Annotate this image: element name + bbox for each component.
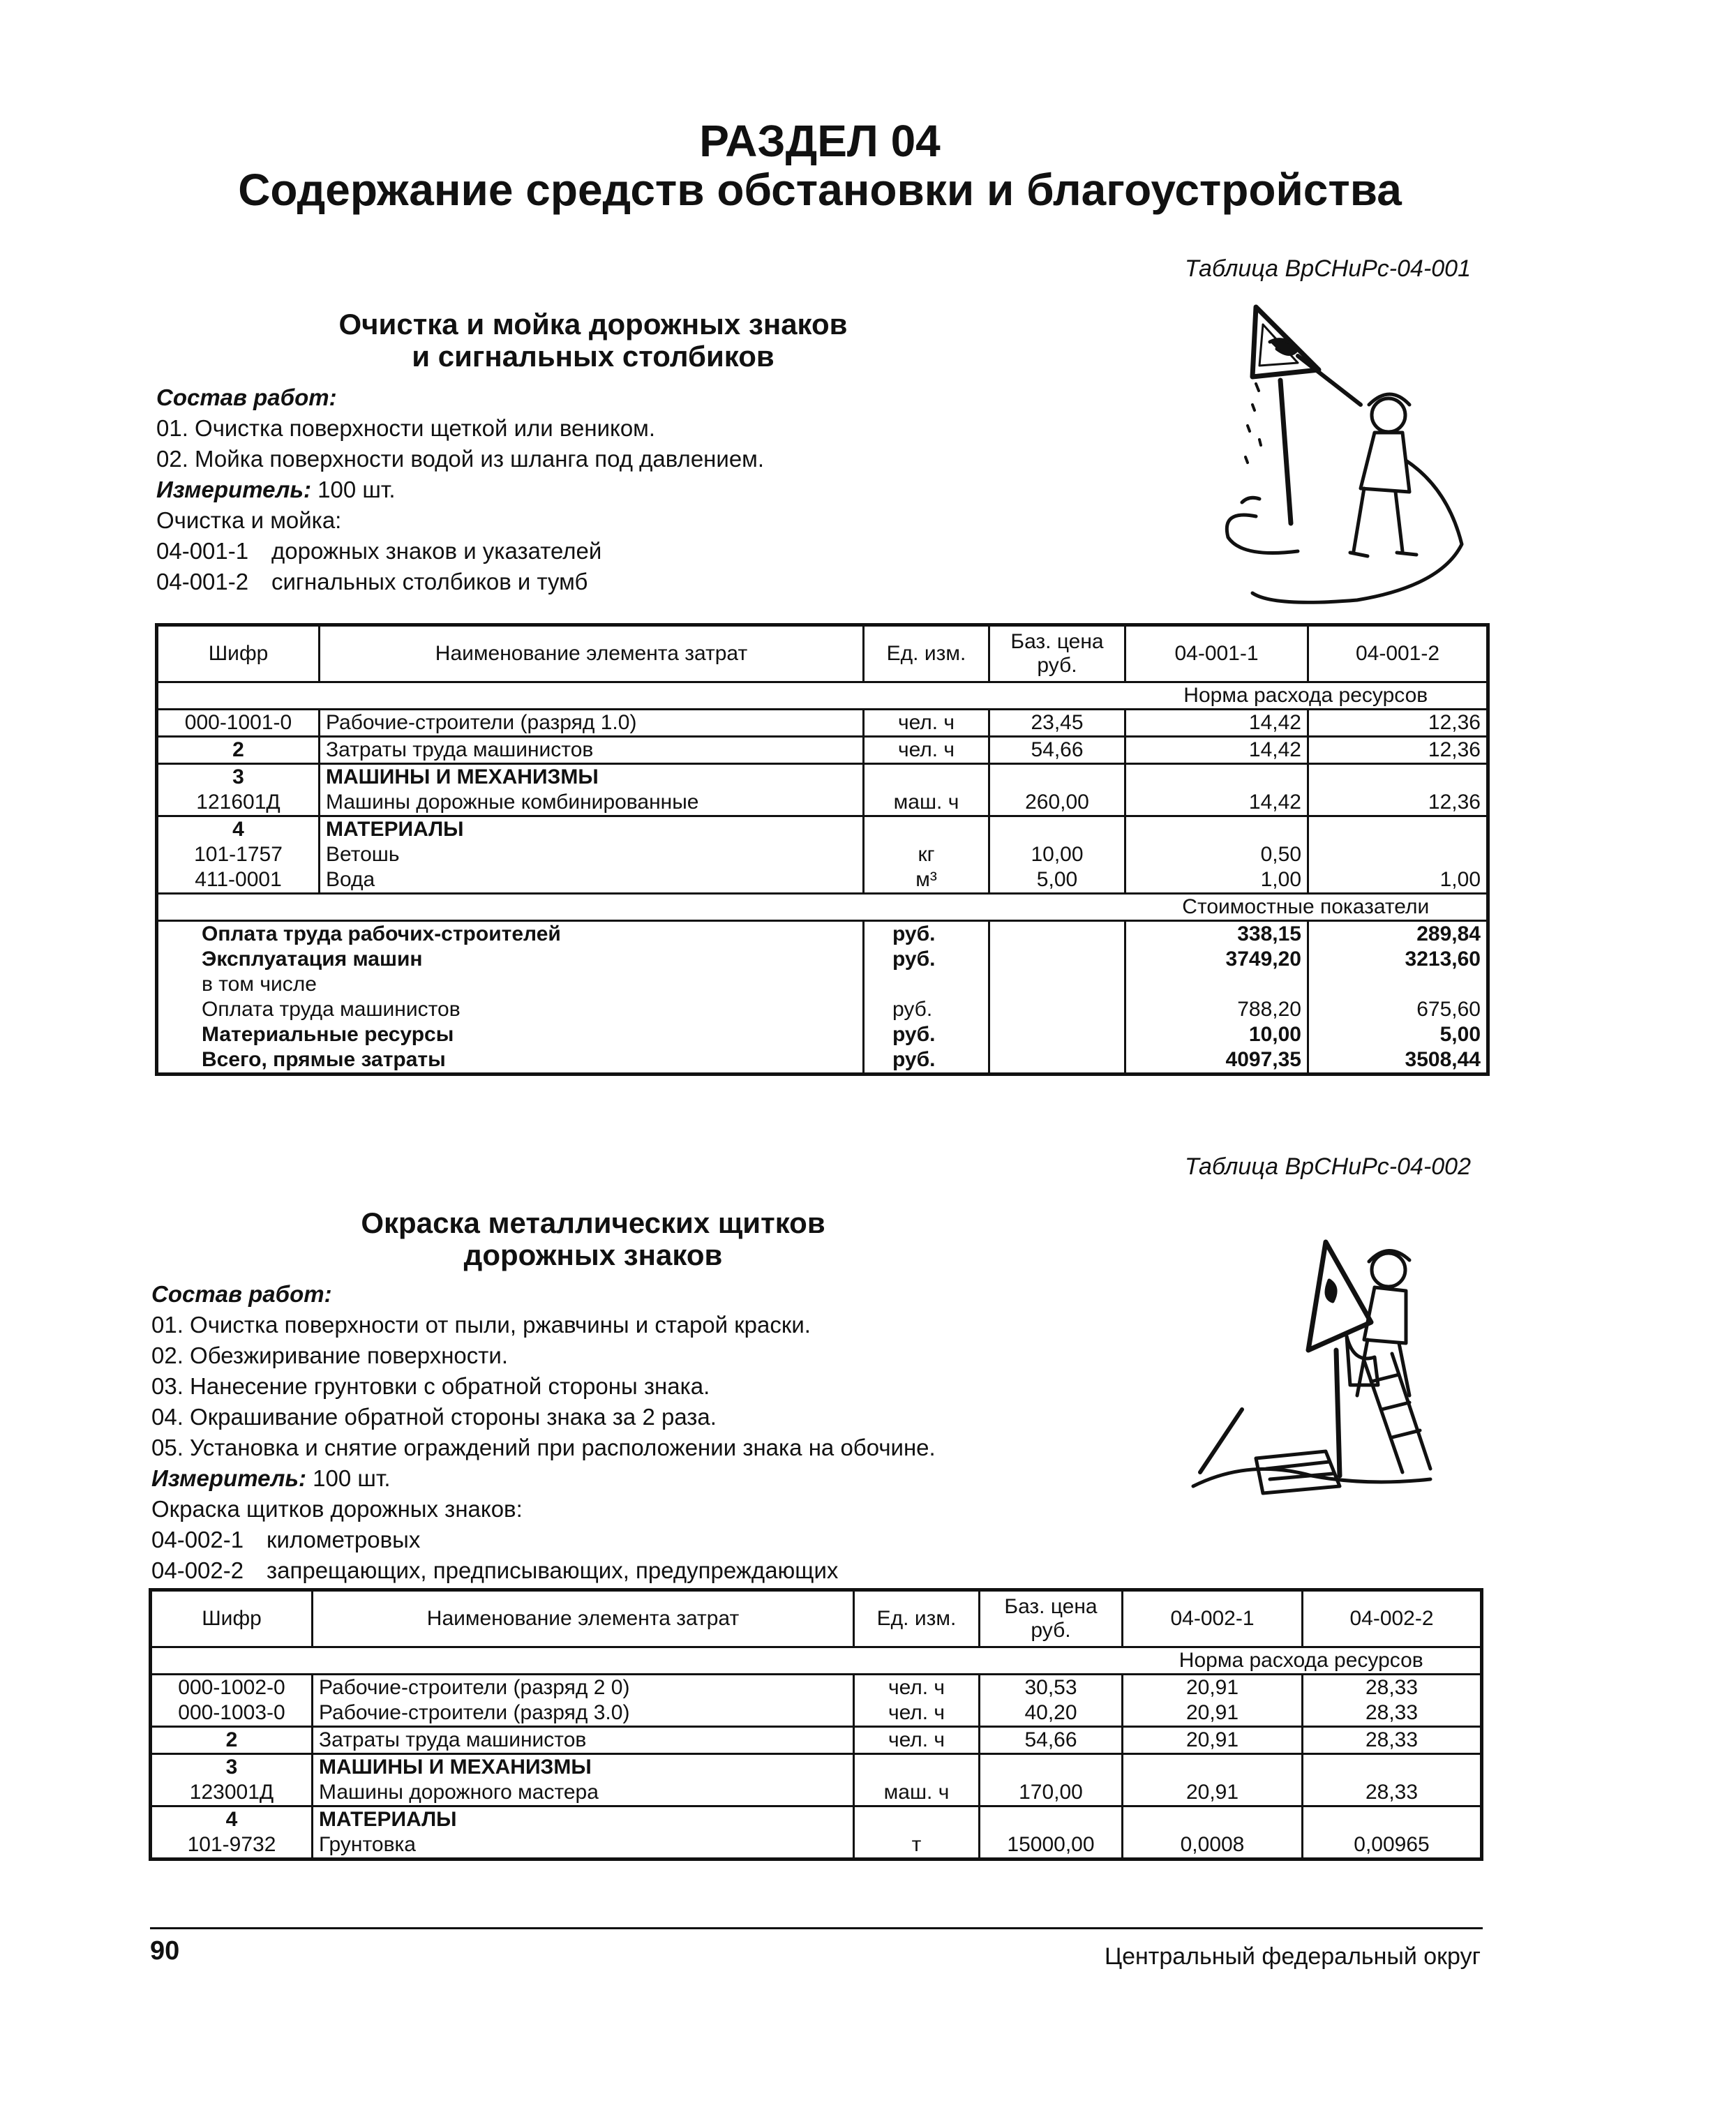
row-code: 2 xyxy=(157,737,320,764)
table-row xyxy=(151,1727,1482,1754)
cost-value-2: 675,60 xyxy=(1308,997,1488,1022)
row-price: 54,66 xyxy=(989,737,1125,764)
row-value-1: 1,00 xyxy=(1125,867,1308,894)
col-header-price: Баз. цена руб. xyxy=(980,1590,1123,1647)
table2-title-line2: дорожных знаков xyxy=(463,1239,723,1271)
row-unit: маш. ч xyxy=(864,790,989,816)
scope-text: километровых xyxy=(267,1527,421,1552)
row-unit: м³ xyxy=(864,867,989,894)
work-item: 03. Нанесение грунтовки с обратной стороны знака. xyxy=(151,1373,710,1399)
row-name: МАТЕРИАЛЫ xyxy=(320,816,864,843)
row-unit: кг xyxy=(864,842,989,867)
row-unit: чел. ч xyxy=(854,1675,980,1701)
scope-code: 04-002-2 xyxy=(151,1557,244,1583)
row-value-1: 20,91 xyxy=(1123,1700,1303,1727)
row-name: Ветошь xyxy=(320,842,864,867)
row-value-1: 20,91 xyxy=(1123,1675,1303,1701)
scope-code: 04-002-1 xyxy=(151,1527,244,1552)
cost-value-1: 10,00 xyxy=(1125,1022,1308,1047)
row-code: 3 xyxy=(151,1754,313,1781)
cost-value-1: 4097,35 xyxy=(1125,1047,1308,1075)
row-code: 121601Д xyxy=(157,790,320,816)
cost-value-2: 5,00 xyxy=(1308,1022,1488,1047)
row-price: 260,00 xyxy=(989,790,1125,816)
table2-title-line1: Окраска металлических щитков xyxy=(361,1206,825,1239)
work-item: 05. Установка и снятие ограждений при расположении знака на обочине. xyxy=(151,1435,936,1460)
row-price: 170,00 xyxy=(980,1780,1123,1806)
work-item: 02. Мойка поверхности водой из шланга под давлением. xyxy=(156,446,765,472)
col-header-code: Шифр xyxy=(151,1590,313,1647)
row-code: 123001Д xyxy=(151,1780,313,1806)
row-unit: чел. ч xyxy=(864,737,989,764)
row-value-2: 0,00965 xyxy=(1303,1832,1482,1860)
page-number: 90 xyxy=(150,1936,180,1966)
row-name: Рабочие-строители (разряд 3.0) xyxy=(313,1700,854,1727)
col-header-code: Шифр xyxy=(157,625,320,682)
cost-row xyxy=(157,1022,1488,1047)
table-row xyxy=(151,1754,1482,1781)
cost-value-2: 3508,44 xyxy=(1308,1047,1488,1075)
row-code: 101-1757 xyxy=(157,842,320,867)
cost-label: Стоимостные показатели xyxy=(1125,894,1488,921)
table1-description xyxy=(156,382,764,597)
col-header-04-002-1: 04-002-1 xyxy=(1123,1590,1303,1647)
row-value-2: 28,33 xyxy=(1303,1675,1482,1701)
row-price: 40,20 xyxy=(980,1700,1123,1727)
row-value-2: 1,00 xyxy=(1308,867,1488,894)
row-code: 000-1001-0 xyxy=(157,710,320,737)
row-value-2: 12,36 xyxy=(1308,790,1488,816)
table-row xyxy=(157,764,1488,791)
row-unit: чел. ч xyxy=(854,1700,980,1727)
cost-row xyxy=(157,947,1488,972)
row-value-1: 20,91 xyxy=(1123,1780,1303,1806)
row-name: Рабочие-строители (разряд 1.0) xyxy=(320,710,864,737)
meter-label: Измеритель: xyxy=(151,1465,306,1491)
scope-code: 04-001-2 xyxy=(156,569,249,594)
row-code: 4 xyxy=(151,1806,313,1833)
cost-value-1: 788,20 xyxy=(1125,997,1308,1022)
row-unit: чел. ч xyxy=(864,710,989,737)
row-code: 411-0001 xyxy=(157,867,320,894)
section-number: РАЗДЕЛ 04 xyxy=(699,116,941,166)
section-title: Содержание средств обстановки и благоустройства xyxy=(238,165,1402,215)
table2-title xyxy=(279,1207,907,1271)
col-header-04-001-2: 04-001-2 xyxy=(1308,625,1488,682)
scope-text: сигнальных столбиков и тумб xyxy=(271,569,588,594)
row-name: Затраты труда машинистов xyxy=(313,1727,854,1754)
table-row xyxy=(151,1832,1482,1860)
scope-text: запрещающих, предписывающих, предупреждающих xyxy=(267,1557,839,1583)
row-value-1: 0,50 xyxy=(1125,842,1308,867)
cost-table-04-001 xyxy=(155,623,1490,1076)
row-code: 000-1003-0 xyxy=(151,1700,313,1727)
cost-value-2: 3213,60 xyxy=(1308,947,1488,972)
row-value-1: 14,42 xyxy=(1125,790,1308,816)
col-header-name: Наименование элемента затрат xyxy=(320,625,864,682)
col-header-price: Баз. цена руб. xyxy=(989,625,1125,682)
col-header-04-002-2: 04-002-2 xyxy=(1303,1590,1482,1647)
meter-label: Измеритель: xyxy=(156,477,311,502)
row-value-1: 14,42 xyxy=(1125,737,1308,764)
col-header-04-001-1: 04-001-1 xyxy=(1125,625,1308,682)
work-item: 01. Очистка поверхности от пыли, ржавчины и старой краски. xyxy=(151,1312,811,1338)
row-name: Машины дорожные комбинированные xyxy=(320,790,864,816)
row-price: 10,00 xyxy=(989,842,1125,867)
row-value-1: 0,0008 xyxy=(1123,1832,1303,1860)
cost-name: Эксплуатация машин xyxy=(157,947,864,972)
sign-painting-illustration xyxy=(1186,1228,1479,1521)
cost-unit: руб. xyxy=(864,921,989,948)
scope-text: дорожных знаков и указателей xyxy=(271,538,602,564)
row-value-2: 12,36 xyxy=(1308,710,1488,737)
norm-label: Норма расхода ресурсов xyxy=(1123,1647,1482,1675)
table-row xyxy=(151,1806,1482,1833)
table2-ref: Таблица ВрСНиРс-04-002 xyxy=(1184,1153,1471,1180)
cost-row xyxy=(157,997,1488,1022)
row-name: Грунтовка xyxy=(313,1832,854,1860)
cost-name: Всего, прямые затраты xyxy=(157,1047,864,1075)
table1-ref: Таблица ВрСНиРс-04-001 xyxy=(1184,255,1471,282)
meter-value: 100 шт. xyxy=(313,1465,391,1491)
cost-name: Оплата труда рабочих-строителей xyxy=(157,921,864,948)
cost-row xyxy=(157,972,1488,997)
row-name: МАТЕРИАЛЫ xyxy=(313,1806,854,1833)
work-item: 01. Очистка поверхности щеткой или веником. xyxy=(156,415,656,441)
row-value-2 xyxy=(1308,842,1488,867)
row-name: Вода xyxy=(320,867,864,894)
table-row xyxy=(151,1675,1482,1701)
row-price: 54,66 xyxy=(980,1727,1123,1754)
footer-district: Центральный федеральный округ xyxy=(1104,1943,1481,1970)
table-row xyxy=(157,867,1488,894)
row-value-2: 28,33 xyxy=(1303,1727,1482,1754)
row-name: МАШИНЫ И МЕХАНИЗМЫ xyxy=(313,1754,854,1781)
cost-value-2: 289,84 xyxy=(1308,921,1488,948)
row-price: 15000,00 xyxy=(980,1832,1123,1860)
footer-divider xyxy=(150,1927,1483,1929)
row-name: Рабочие-строители (разряд 2 0) xyxy=(313,1675,854,1701)
row-value-2: 28,33 xyxy=(1303,1700,1482,1727)
work-item: 04. Окрашивание обратной стороны знака за 2 раза. xyxy=(151,1404,717,1430)
table-row xyxy=(157,710,1488,737)
table1-title-line2: и сигнальных столбиков xyxy=(412,340,775,373)
row-code: 101-9732 xyxy=(151,1832,313,1860)
scope-label: Окраска щитков дорожных знаков: xyxy=(151,1496,523,1522)
sign-washing-illustration xyxy=(1214,293,1493,607)
cost-unit: руб. xyxy=(864,947,989,972)
work-item: 02. Обезжиривание поверхности. xyxy=(151,1342,509,1368)
row-code: 4 xyxy=(157,816,320,843)
table-row xyxy=(157,790,1488,816)
work-label: Состав работ: xyxy=(151,1281,332,1307)
cost-name: Материальные ресурсы xyxy=(157,1022,864,1047)
row-value-2: 12,36 xyxy=(1308,737,1488,764)
col-header-unit: Ед. изм. xyxy=(864,625,989,682)
table-row xyxy=(157,737,1488,764)
table-row xyxy=(157,842,1488,867)
row-value-2: 28,33 xyxy=(1303,1780,1482,1806)
cost-row xyxy=(157,1047,1488,1075)
row-price: 30,53 xyxy=(980,1675,1123,1701)
table1-title xyxy=(279,308,907,373)
row-code: 3 xyxy=(157,764,320,791)
table1-title-line1: Очистка и мойка дорожных знаков xyxy=(338,308,848,341)
cost-unit: руб. xyxy=(864,1047,989,1075)
cost-value-1: 338,15 xyxy=(1125,921,1308,948)
scope-label: Очистка и мойка: xyxy=(156,507,342,533)
col-header-name: Наименование элемента затрат xyxy=(313,1590,854,1647)
row-name: Затраты труда машинистов xyxy=(320,737,864,764)
cost-unit: руб. xyxy=(864,1022,989,1047)
cost-name: в том числе xyxy=(157,972,864,997)
table-row xyxy=(157,816,1488,843)
cost-table-04-002 xyxy=(149,1588,1483,1861)
cost-name: Оплата труда машинистов xyxy=(157,997,864,1022)
table-row xyxy=(151,1780,1482,1806)
table-row xyxy=(151,1700,1482,1727)
row-name: Машины дорожного мастера xyxy=(313,1780,854,1806)
cost-unit: руб. xyxy=(864,997,989,1022)
work-label: Состав работ: xyxy=(156,384,337,410)
row-unit: т xyxy=(854,1832,980,1860)
row-price: 23,45 xyxy=(989,710,1125,737)
row-unit: маш. ч xyxy=(854,1780,980,1806)
row-value-1: 20,91 xyxy=(1123,1727,1303,1754)
table2-description xyxy=(151,1279,936,1586)
row-name: МАШИНЫ И МЕХАНИЗМЫ xyxy=(320,764,864,791)
row-code: 2 xyxy=(151,1727,313,1754)
cost-value-1: 3749,20 xyxy=(1125,947,1308,972)
row-value-1: 14,42 xyxy=(1125,710,1308,737)
row-unit: чел. ч xyxy=(854,1727,980,1754)
norm-label: Норма расхода ресурсов xyxy=(1125,682,1488,710)
row-price: 5,00 xyxy=(989,867,1125,894)
col-header-unit: Ед. изм. xyxy=(854,1590,980,1647)
scope-code: 04-001-1 xyxy=(156,538,249,564)
meter-value: 100 шт. xyxy=(317,477,396,502)
cost-row xyxy=(157,921,1488,948)
row-code: 000-1002-0 xyxy=(151,1675,313,1701)
